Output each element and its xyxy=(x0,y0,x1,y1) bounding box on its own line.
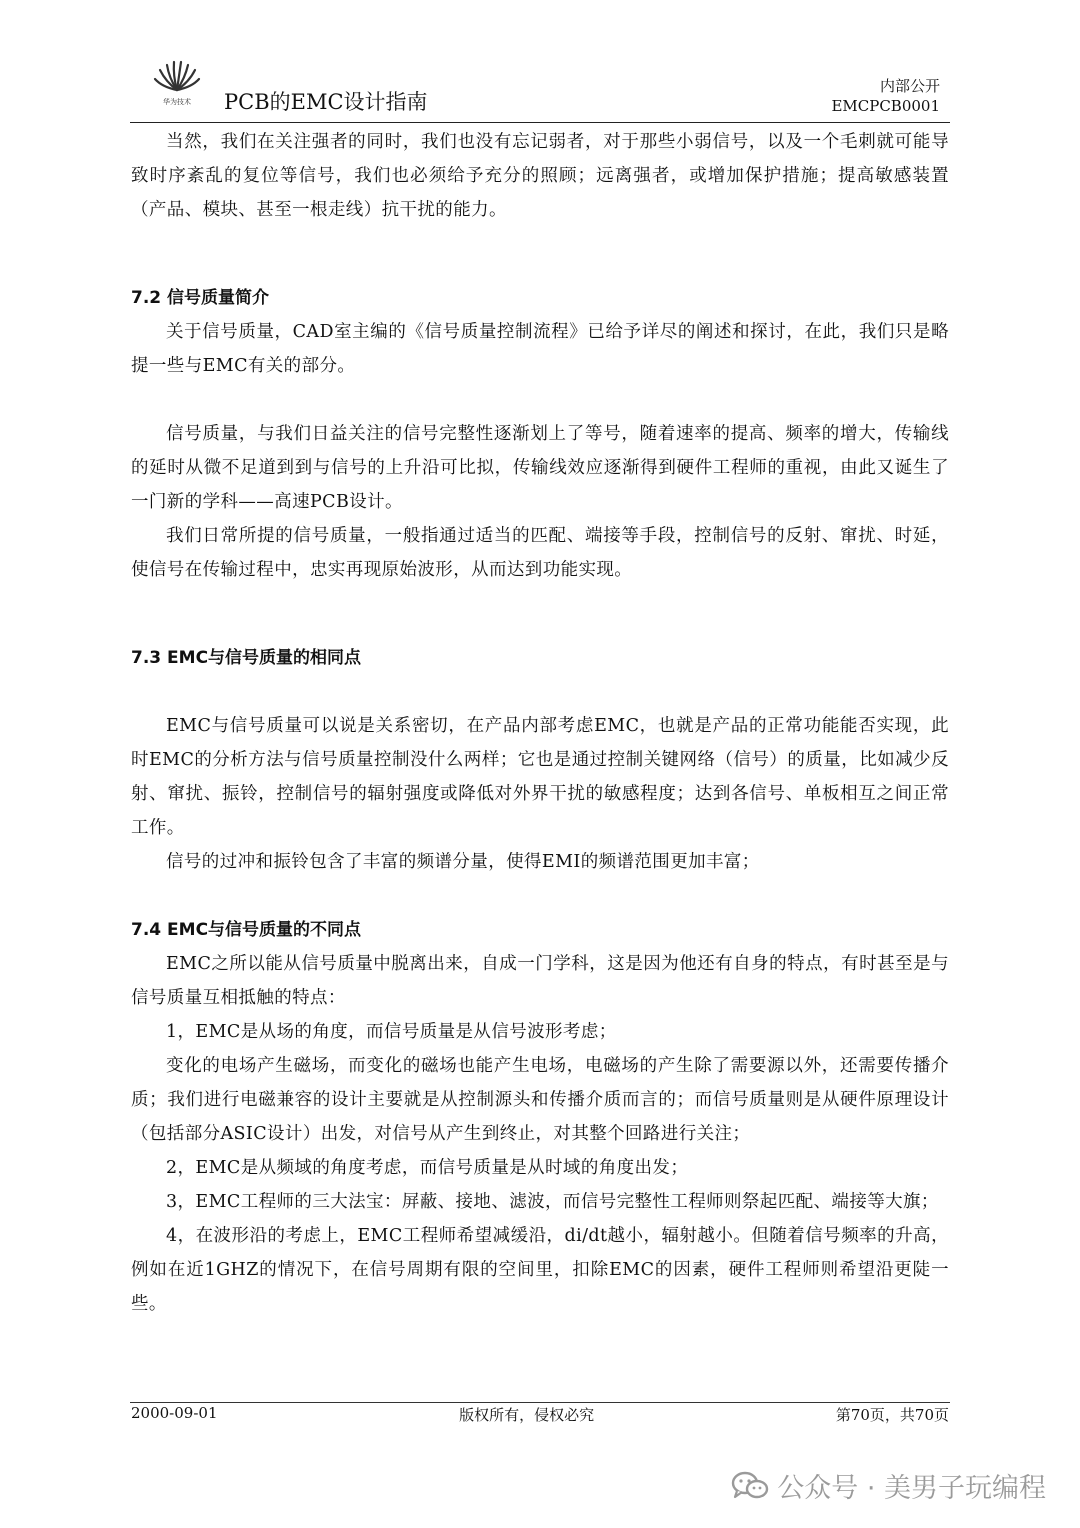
paragraph: 3，EMC工程师的三大法宝：屏蔽、接地、滤波，而信号完整性工程师则祭起匹配、端接等大旗； xyxy=(166,1192,939,1212)
page-footer xyxy=(131,1404,949,1425)
document-id: EMCPCB0001 xyxy=(831,97,940,115)
footer-date: 2000-09-01 xyxy=(131,1404,218,1422)
paragraph: 变化的电场产生磁场，而变化的磁场也能产生电场，电磁场的产生除了需要源以外，还需要传播介质；我们进行电磁兼容的设计主要就是从控制源头和传播介质而言的；而信号质量则是从硬件原理设计（包括部分ASIC设计）出发，对信号从产生到终止，对其整个回路进行关注； xyxy=(131,1056,949,1144)
paragraph: 信号质量，与我们日益关注的信号完整性逐渐划上了等号，随着速率的提高、频率的增大，传输线的延时从微不足道到到与信号的上升沿可比拟，传输线效应逐渐得到硬件工程师的重视，由此又诞生了一门新的学科——高速PCB设计。 xyxy=(131,424,949,512)
page-content xyxy=(131,125,949,1321)
section-heading-7-4: 7.4 EMC与信号质量的不同点 xyxy=(131,920,362,940)
paragraph: 关于信号质量，CAD室主编的《信号质量控制流程》已给予详尽的阐述和探讨，在此，我们只是略提一些与EMC有关的部分。 xyxy=(131,322,949,376)
huawei-logo xyxy=(152,60,202,106)
watermark-text: 公众号 · 美男子玩编程 xyxy=(777,1473,1046,1504)
intro-paragraph: 当然，我们在关注强者的同时，我们也没有忘记弱者，对于那些小弱信号，以及一个毛刺就可能导致时序紊乱的复位等信号，我们也必须给予充分的照顾；远离强者，或增加保护措施；提高敏感装置（产品、模块、甚至一根走线）抗干扰的能力。 xyxy=(131,132,949,220)
paragraph: 2，EMC是从频域的角度考虑，而信号质量是从时域的角度出发； xyxy=(166,1158,689,1178)
paragraph: 信号的过冲和振铃包含了丰富的频谱分量，使得EMI的频谱范围更加丰富； xyxy=(166,852,760,872)
document-meta xyxy=(831,76,940,116)
watermark xyxy=(731,1466,1046,1505)
document-title: PCB的EMC设计指南 xyxy=(224,90,428,114)
paragraph: 我们日常所提的信号质量，一般指通过适当的匹配、端接等手段，控制信号的反射、窜扰、时延，使信号在传输过程中，忠实再现原始波形，从而达到功能实现。 xyxy=(131,526,949,580)
section-heading-7-3: 7.3 EMC与信号质量的相同点 xyxy=(131,648,362,668)
header-divider xyxy=(130,122,950,123)
wechat-icon xyxy=(731,1471,769,1501)
paragraph: EMC之所以能从信号质量中脱离出来，自成一门学科，这是因为他还有自身的特点，有时甚至是与信号质量互相抵触的特点： xyxy=(131,954,949,1008)
paragraph: EMC与信号质量可以说是关系密切，在产品内部考虑EMC，也就是产品的正常功能能否实现，此时EMC的分析方法与信号质量控制没什么两样；它也是通过控制关键网络（信号）的质量，比如减少反射、窜扰、振铃，控制信号的辐射强度或降低对外界干扰的敏感程度；达到各信号、单板相互之间正常工作。 xyxy=(131,716,949,838)
classification-label: 内部公开 xyxy=(879,77,940,95)
paragraph: 1，EMC是从场的角度，而信号质量是从信号波形考虑； xyxy=(166,1022,617,1042)
footer-page-number: 第70页，共70页 xyxy=(835,1406,949,1424)
footer-copyright: 版权所有，侵权必究 xyxy=(459,1406,595,1424)
section-heading-7-2: 7.2 信号质量简介 xyxy=(131,288,270,308)
footer-divider xyxy=(130,1402,950,1403)
svg-text:华为技术: 华为技术 xyxy=(163,98,191,106)
paragraph: 4，在波形沿的考虑上，EMC工程师希望减缓沿，di/dt越小，辐射越小。但随着信号频率的升高，例如在近1GHZ的情况下，在信号周期有限的空间里，扣除EMC的因素，硬件工程师则希望沿更陡一些。 xyxy=(131,1226,949,1314)
